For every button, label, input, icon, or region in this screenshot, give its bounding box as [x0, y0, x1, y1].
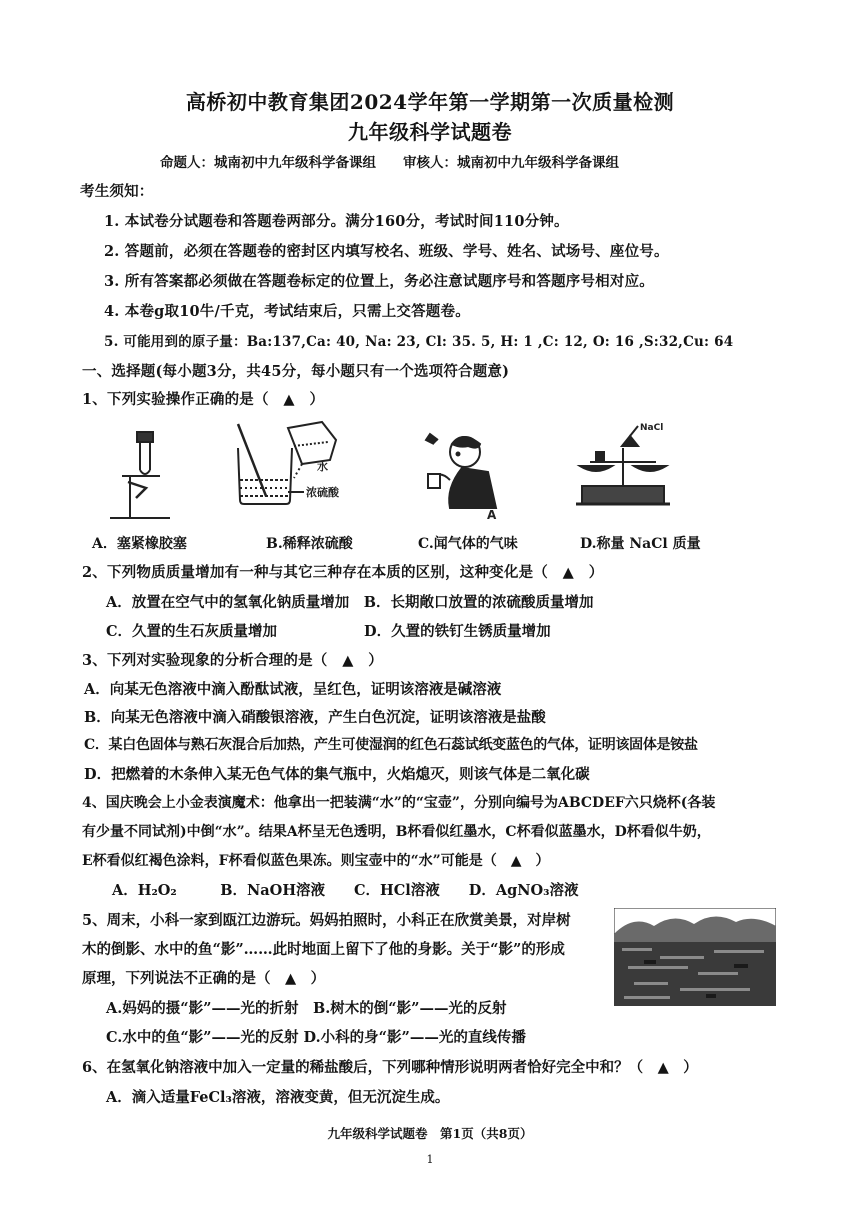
q3-option-c: C．某白色固体与熟石灰混合后加热，产生可使湿润的红色石蕊试纸变蓝色的气体，证明该固体是铵盐 [84, 737, 698, 753]
figure-a-stopper [110, 432, 170, 518]
question-4-line-1: 4、国庆晚会上小金表演魔术：他拿出一把装满“水”的“宝壶”，分别向编号为ABCDEF六只烧杯(各装 [82, 795, 716, 811]
page-footer: 九年级科学试题卷 第1页（共8页） [327, 1126, 533, 1141]
notice-heading: 考生须知： [80, 183, 154, 200]
exam-subtitle: 九年级科学试题卷 [348, 120, 512, 144]
notice-item: 3. 所有答案都必须做在答题卷标定的位置上，务必注意试题序号和答题序号相对应。 [104, 273, 654, 290]
figure-c-smell-gas [426, 434, 496, 508]
question-5-line-1: 5、周末，小科一家到瓯江边游玩。妈妈拍照时，小科正在欣赏美景，对岸树 [82, 912, 571, 929]
question-5-line-3: 原理，下列说法不正确的是（ ▲ ） [82, 970, 326, 987]
figure-b-water-label: 水 [317, 460, 328, 473]
q5-options-row-2: C.水中的鱼“影”——光的反射 D.小科的身“影”——光的直线传播 [106, 1029, 526, 1046]
question-5-line-2: 木的倒影、水中的鱼“影”……此时地面上留下了他的身影。关于“影”的形成 [82, 941, 565, 958]
figure-c-mark: A [487, 508, 497, 522]
q6-option-a: A．滴入适量FeCl₃溶液，溶液变黄，但无沉淀生成。 [106, 1089, 450, 1106]
notice-item: 5. 可能用到的原子量：Ba:137,Ca: 40, Na: 23, Cl: 35. 5, H: 1 ,C: 12, O: 16 ,S:32,Cu: 64 [104, 334, 734, 350]
question-2-stem: 2、下列物质质量增加有一种与其它三种存在本质的区别，这种变化是（ ▲ ） [82, 564, 604, 581]
q1-option-d: D.称量 NaCl 质量 [580, 536, 701, 552]
notice-item: 4. 本卷g取10牛/千克，考试结束后，只需上交答题卷。 [104, 303, 470, 320]
question-6-stem: 6、在氢氧化钠溶液中加入一定量的稀盐酸后，下列哪种情形说明两者恰好完全中和？（ ▲ ） [82, 1059, 698, 1076]
question-3-stem: 3、下列对实验现象的分析合理的是（ ▲ ） [82, 652, 383, 669]
question-4-line-2: 有少量不同试剂)中倒“水”。结果A杯呈无色透明，B杯看似红墨水，C杯看似蓝墨水，D杯看似牛奶， [82, 824, 711, 840]
section-heading: 一、选择题(每小题3分，共45分，每小题只有一个选项符合题意) [82, 363, 510, 380]
figure-d-nacl-label: NaCl [640, 423, 664, 433]
question-1-stem: 1、下列实验操作正确的是（ ▲ ） [82, 391, 325, 408]
notice-item: 2. 答题前，必须在答题卷的密封区内填写校名、班级、学号、姓名、试场号、座位号。 [104, 243, 669, 260]
q1-figures [90, 418, 730, 524]
exam-title: 高桥初中教育集团2024学年第一学期第一次质量检测 [185, 90, 675, 114]
q1-option-c: C.闻气体的气味 [418, 536, 518, 552]
exam-authors: 命题人：城南初中九年级科学备课组 审核人：城南初中九年级科学备课组 [160, 155, 619, 171]
q4-options: A．H₂O₂ B．NaOH溶液 C．HCl溶液 D．AgNO₃溶液 [112, 882, 579, 899]
q1-option-b: B.稀释浓硫酸 [266, 536, 353, 552]
q5-options-row-1: A.妈妈的摄“影”——光的折射 B.树木的倒“影”——光的反射 [106, 1000, 507, 1017]
q3-option-b: B．向某无色溶液中滴入硝酸银溶液，产生白色沉淀，证明该溶液是盐酸 [84, 709, 546, 726]
question-4-line-3: E杯看似红褐色涂料，F杯看似蓝色果冻。则宝壶中的“水”可能是（ ▲ ） [82, 853, 550, 869]
riverside-photo [614, 908, 776, 1006]
q1-option-a: A．塞紧橡胶塞 [92, 536, 187, 552]
q5-riverside-photo [614, 908, 776, 1006]
q3-option-d: D．把燃着的木条伸入某无色气体的集气瓶中，火焰熄灭，则该气体是二氧化碳 [84, 766, 590, 783]
figure-d-balance [576, 426, 670, 504]
q2-options-row-1: A．放置在空气中的氢氧化钠质量增加 B．长期敞口放置的浓硫酸质量增加 [106, 594, 594, 611]
q3-option-a: A．向某无色溶液中滴入酚酞试液，呈红色，证明该溶液是碱溶液 [84, 681, 502, 698]
page-number: 1 [426, 1153, 434, 1166]
figure-b-acid-label: 浓硫酸 [306, 486, 339, 499]
q2-options-row-2: C．久置的生石灰质量增加 D．久置的铁钉生锈质量增加 [106, 623, 551, 640]
notice-item: 1. 本试卷分试题卷和答题卷两部分。满分160分，考试时间110分钟。 [104, 213, 569, 230]
lab-operations-figure [90, 418, 730, 524]
